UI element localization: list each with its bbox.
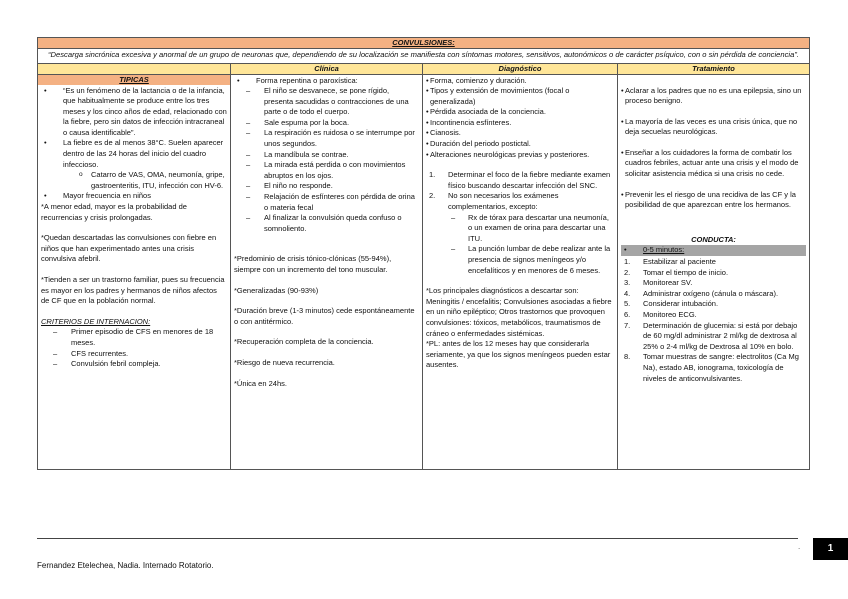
criterios-title: CRITERIOS DE INTERNACION:: [41, 316, 151, 326]
conducta-step: 4. Administrar oxígeno (cánula o máscara).: [624, 288, 779, 298]
diag-step-text: No son necesarios los exámenes complementarios, excepto:: [448, 191, 559, 212]
clinica-note-6: *Única en 24hs.: [234, 378, 287, 388]
diag-bullet: • Tipos y extensión de movimientos (focal o generalizada): [426, 86, 614, 107]
clinica-item: – Al finalizar la convulsión queda confuso o somnoliento.: [234, 213, 419, 234]
diag-bullet: • Incontinencia esfínteres.: [426, 118, 614, 129]
diag-bullet: • Duración del periodo postictal.: [426, 139, 614, 150]
criterio-item: – Primer episodio de CFS en menores de 18 meses.: [41, 327, 227, 348]
trat-bullet: • Enseñar a los cuidadores la forma de combatir los cuadros febriles, actuar ante una crisis y el modo de solicitar asistencia médica si una crisis no cede.: [621, 148, 806, 180]
conducta-step: 1. Estabilizar al paciente: [624, 257, 716, 267]
header-empty: [38, 64, 231, 74]
clinica-note-4: *Recuperación completa de la conciencia.: [234, 337, 374, 347]
tipicas-note-1: *A menor edad, mayor es la probabilidad de recurrencias y crisis prolongadas.: [41, 202, 187, 222]
col-tratamiento: [618, 75, 809, 469]
trat-bullet: • La mayoría de las veces es una crisis única, que no deja secuelas neurológicas.: [621, 117, 806, 138]
header-tratamiento: Tratamiento: [692, 63, 735, 73]
minutos-label: 0-5 minutos:: [643, 245, 685, 255]
page-number: 1: [813, 538, 848, 560]
diag-exception: – Rx de tórax para descartar una neumonía, o un examen de orina para descartar una ITU.: [426, 213, 614, 245]
diag-step-text: Determinar el foco de la fiebre mediante examen físico buscando descartar infección del SNC.: [448, 170, 611, 190]
clinica-note-2: *Generalizadas (90-93%): [234, 285, 319, 295]
diag-step-number: 2.: [429, 191, 436, 201]
convulsiones-table: [37, 37, 810, 470]
conducta-step: 5. Considerar intubación.: [624, 299, 719, 309]
diag-step-2: [426, 191, 614, 212]
clinica-bullet: • Forma repentina o paroxística:: [234, 76, 419, 87]
tipicas-bullet-1: • “Es un fenómeno de la lactancia o de la infancia, que habitualmente se produce entre los tres meses y los cinco años de edad, relacionado con la fiebre, pero sin datos de infección intracraneal o causa identificable”.: [41, 86, 227, 139]
column-headers: [38, 64, 809, 75]
table-body: [38, 75, 809, 469]
footer-dot: .: [798, 542, 801, 551]
diag-bullet: • Cianosis.: [426, 128, 614, 139]
footer-rule: [37, 538, 798, 539]
tipicas-bullet-3: • Mayor frecuencia en niños: [41, 191, 227, 202]
table-title: CONVULSIONES:: [38, 38, 809, 49]
trat-bullet: • Prevenir les el riesgo de una recidiva de las CF y la posibilidad de que aparezcan entre los hermanos.: [621, 190, 806, 211]
clinica-note-3: *Duración breve (1-3 minutos) cede espontáneamente o con antitérmico.: [234, 306, 415, 326]
conducta-step: 3. Monitorear SV.: [624, 278, 693, 288]
conducta-step: 2. Tomar el tiempo de inicio.: [624, 267, 729, 277]
clinica-item: – El niño se desvanece, se pone rígido, presenta sacudidas o contracciones de una parte o de todo el cuerpo.: [234, 86, 419, 118]
col-clinica: [231, 75, 423, 469]
tipicas-bullet-2: • La fiebre es de al menos 38°C. Suelen aparecer dentro de las 24 horas del inicio del cuadro infeccioso.: [41, 138, 227, 170]
clinica-item: – La mandíbula se contrae.: [234, 150, 419, 161]
definition: “Descarga sincrónica excesiva y anormal de un grupo de neuronas que, dependiendo de su localización se manifiesta con síntomas motores, sensitivos, autonómicos o de carácter psíquico, con o sin pérdida de conciencia”.: [38, 49, 809, 64]
tipicas-sub-bullet: o Catarro de VAS, OMA, neumonía, gripe, gastroenteritis, ITU, infección con HV-6.: [41, 170, 227, 191]
tipicas-note-3: *Tienden a ser un trastorno familiar, pues su frecuencia es mayor en los padres y hermanos de niños afectos de CF que en la población normal.: [41, 275, 225, 306]
conducta-step: 7. Determinación de glucemia: si está por debajo de 60 mg/dl administrar 2 ml/kg de dextrosa al 25% o 2-4 ml/kg de Dextrosa al 10% en bolo.: [624, 320, 798, 351]
diag-step-1: [426, 170, 614, 191]
clinica-item: – Relajación de esfínteres con pérdida de orina o materia fecal: [234, 192, 419, 213]
diag-note-1: *Los principales diagnósticos a descartar son: Meningitis / encefalitis; Convulsiones asociadas a fiebre en un niño epiléptico; Otros trastornos que provoquen convulsiones: tóxicos, metabólicos, traumatismos de cráneo o enfermedades sistémicas.: [426, 286, 612, 338]
criterio-item: – CFS recurrentes.: [41, 349, 227, 360]
tipicas-title: TIPICAS: [38, 75, 230, 85]
conducta-title: CONDUCTA:: [691, 234, 736, 244]
clinica-item: – Sale espuma por la boca.: [234, 118, 419, 129]
col-tipicas: [38, 75, 231, 469]
diag-step-number: 1.: [429, 170, 436, 180]
diag-exception: – La punción lumbar de debe realizar ante la presencia de signos meníngeos y/o encefalíticos y en menores de 6 meses.: [426, 244, 614, 276]
diag-note-2: *PL: antes de los 12 meses hay que considerarla seriamente, ya que los signos meníngeos pueden estar ausentes.: [426, 339, 611, 370]
criterio-item: – Convulsión febril compleja.: [41, 359, 227, 370]
conducta-step: 6. Monitoreo ECG.: [624, 310, 697, 319]
clinica-item: – El niño no responde.: [234, 181, 419, 192]
clinica-item: – La mirada está perdida o con movimientos abruptos en los ojos.: [234, 160, 419, 181]
diag-bullet: • Alteraciones neurológicas previas y posteriores.: [426, 150, 614, 161]
clinica-item: – La respiración es ruidosa o se interrumpe por unos segundos.: [234, 128, 419, 149]
conducta-step: 8. Tomar muestras de sangre: electrolitos (Ca Mg Na), estado AB, ionograma, toxicología de niveles de anticonvulsivantes.: [624, 352, 799, 383]
minutos-highlight: [621, 245, 806, 256]
tipicas-note-2: *Quedan descartadas las convulsiones con fiebre en niños que han experimentado antes una crisis convulsiva afebril.: [41, 233, 217, 264]
col-diagnostico: [423, 75, 618, 469]
header-diagnostico: Diagnóstico: [423, 64, 618, 74]
trat-bullet: • Aclarar a los padres que no es una epilepsia, sino un proceso benigno.: [621, 86, 806, 107]
clinica-note-5: *Riesgo de nueva recurrencia.: [234, 357, 335, 367]
header-clinica: Clínica: [231, 64, 423, 74]
diag-bullet: • Pérdida asociada de la conciencia.: [426, 107, 614, 118]
diag-bullet: • Forma, comienzo y duración.: [426, 76, 614, 87]
clinica-note-1: *Predominio de crisis tónico-clónicas (55-94%), siempre con un incremento del tono muscular.: [234, 254, 392, 274]
footer-author: Fernandez Etelechea, Nadia. Internado Rotatorio.: [37, 561, 214, 570]
